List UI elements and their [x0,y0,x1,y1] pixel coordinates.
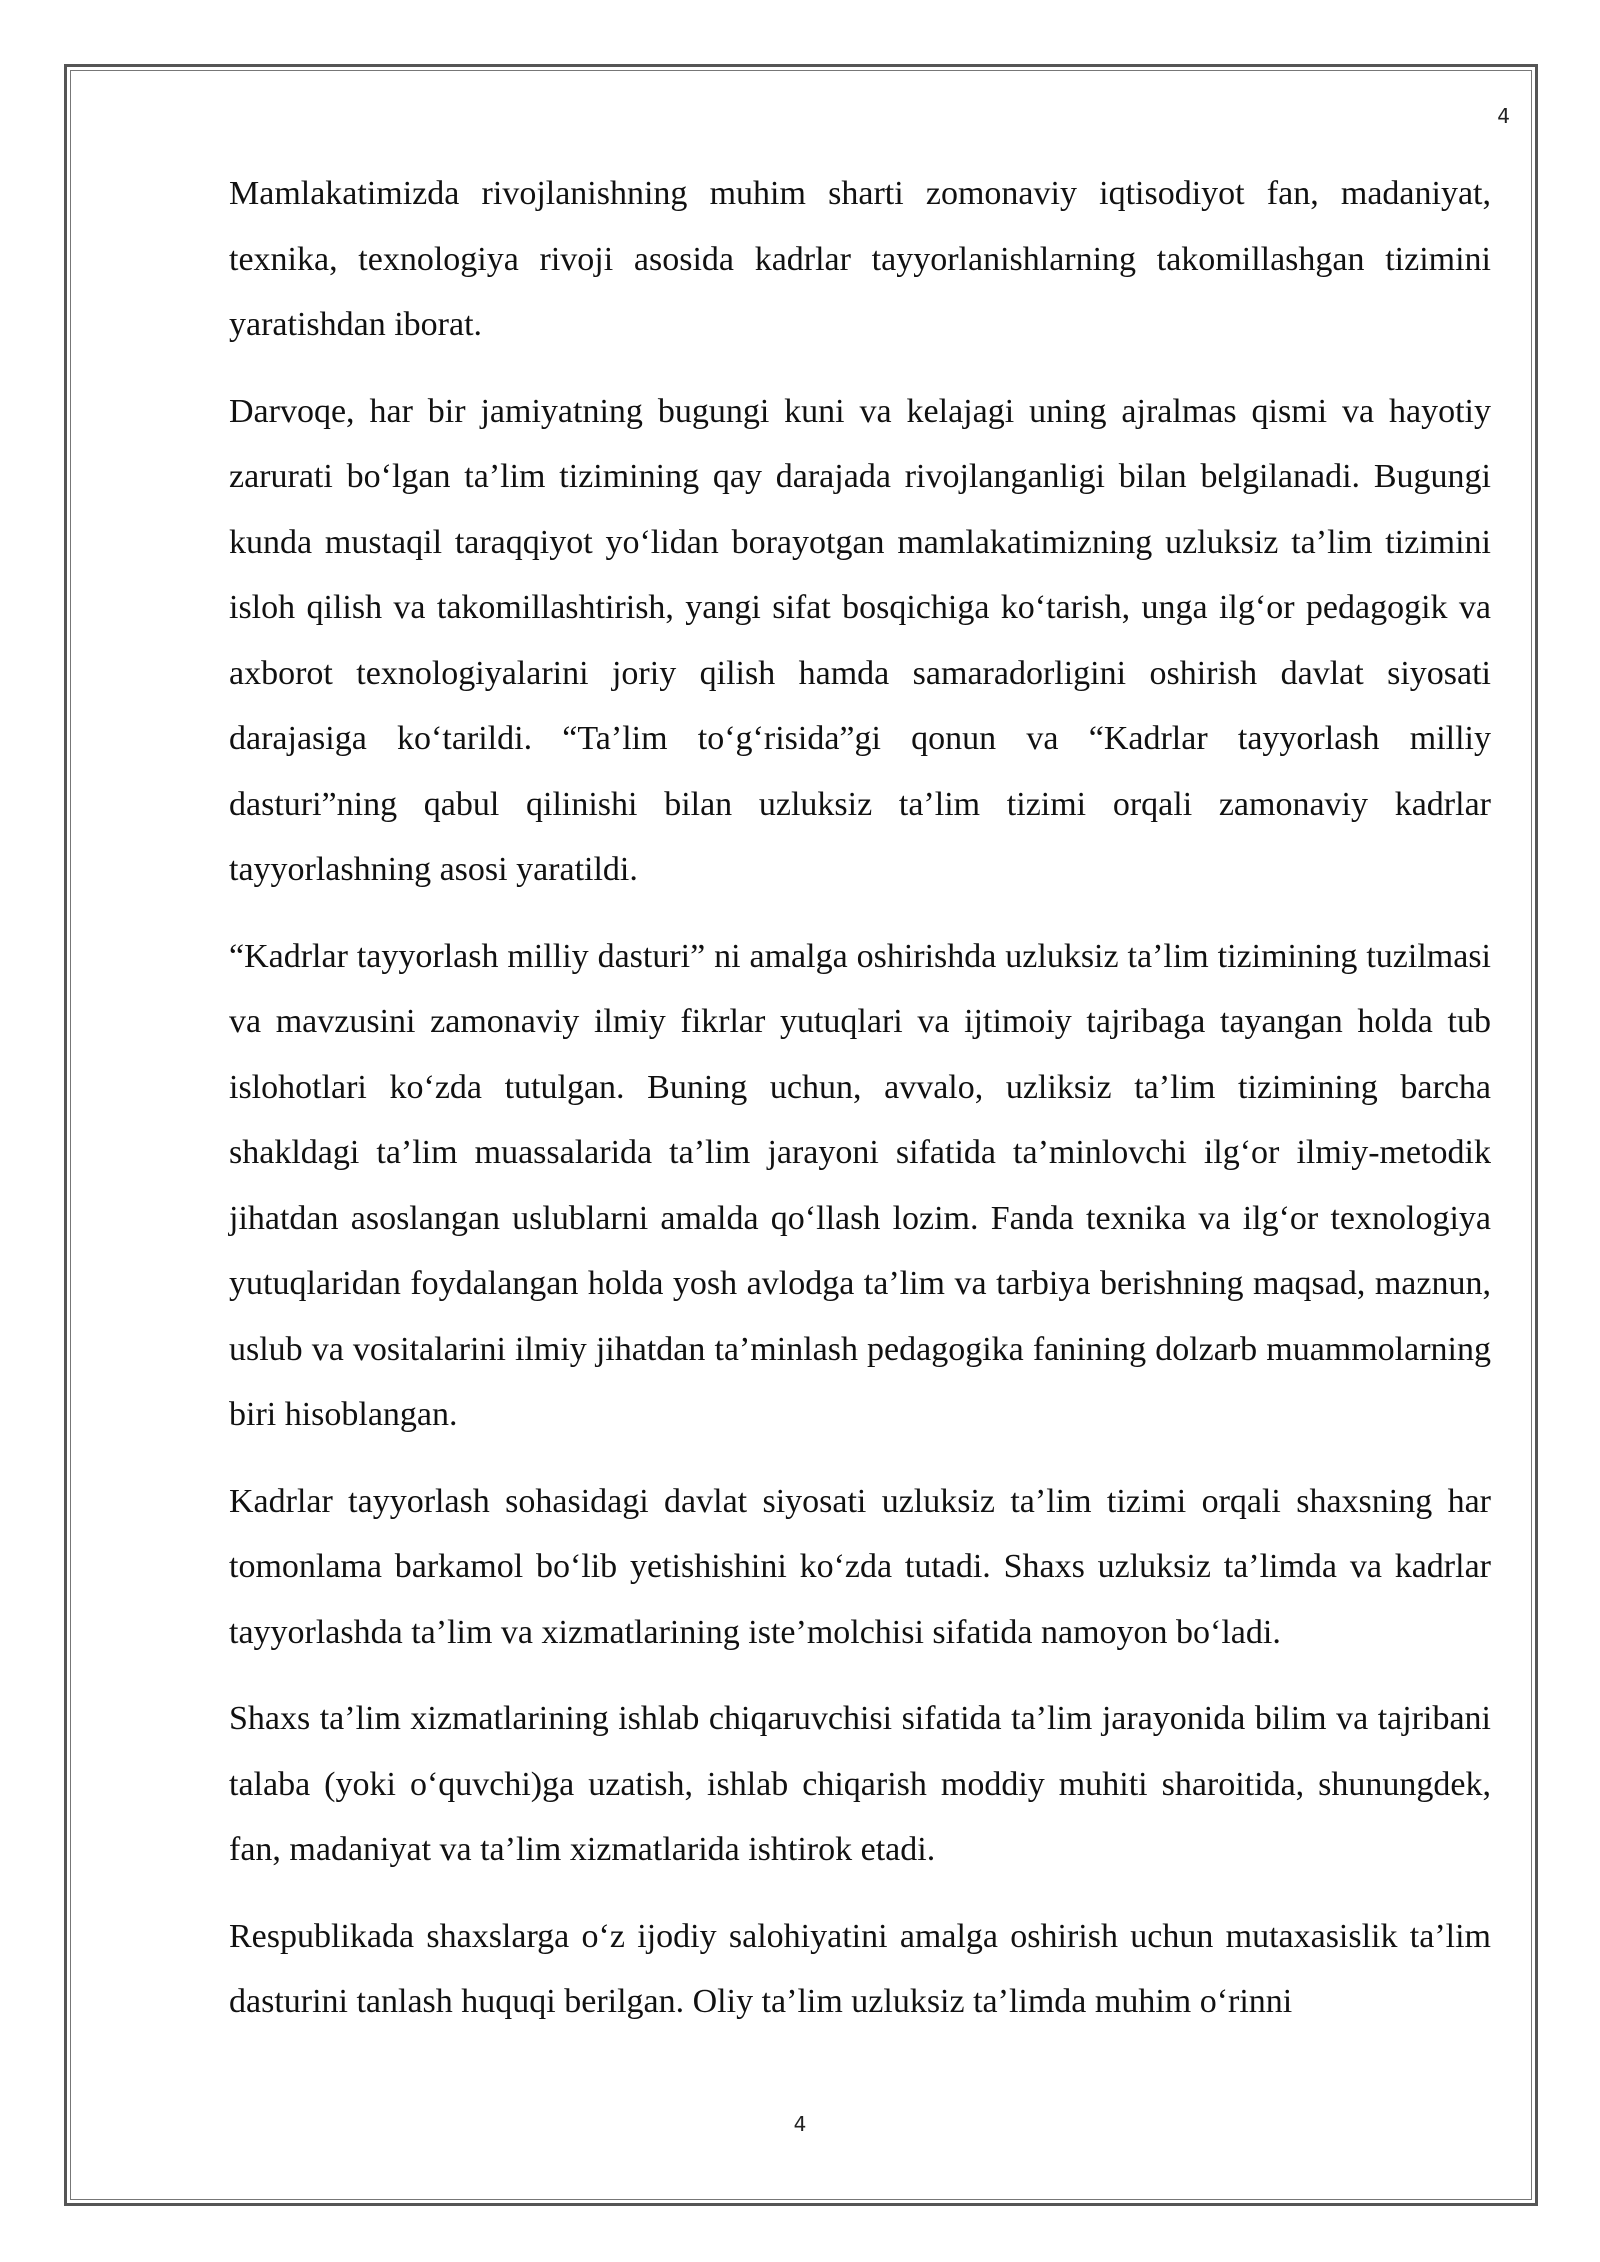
paragraph-3: “Kadrlar tayyorlash milliy dasturi” ni amalga oshirishda uzluksiz ta’lim tizimining tuzilmasi va mavzusini zamonaviy ilmiy fikrlar yutuqlari va ijtimoiy tajribaga tayangan holda tub islohotlari ko‘zda tutulgan. Buning uchun, avvalo, uzliksiz ta’lim tizimining barcha shakldagi ta’lim muassalarida ta’lim jarayoni sifatida ta’minlovchi ilg‘or ilmiy-metodik jihatdan asoslangan uslublarni amalda qo‘llash lozim. Fanda texnika va ilg‘or texnologiya yutuqlaridan foydalangan holda yosh avlodga ta’lim va tarbiya berishning maqsad, maznun, uslub va vositalarini ilmiy jihatdan ta’minlash pedagogika fanining dolzarb muammolarning biri hisoblangan. [229,937,1491,1433]
paragraph-4: Kadrlar tayyorlash sohasidagi davlat siyosati uzluksiz ta’lim tizimi orqali shaxsning har tomonlama barkamol bo‘lib yetishishini ko‘zda tutadi. Shaxs uzluksiz ta’limda va kadrlar tayyorlashda ta’lim va xizmatlarining iste’molchisi sifatida namoyon bo‘ladi. [229,1482,1491,1651]
document-body [229,161,1491,2056]
paragraph-2: Darvoqe, har bir jamiyatning bugungi kuni va kelajagi uning ajralmas qismi va hayotiy zarurati bo‘lgan ta’lim tizimining qay darajada rivojlanganligi bilan belgilanadi. Bugungi kunda mustaqil taraqqiyot yo‘lidan borayotgan mamlakatimizning uzluksiz ta’lim tizimini isloh qilish va takomillashtirish, yangi sifat bosqichiga ko‘tarish, unga ilg‘or pedagogik va axborot texnologiyalarini joriy qilish hamda samaradorligini oshirish davlat siyosati darajasiga ko‘tarildi. “Ta’lim to‘g‘risida”gi qonun va “Kadrlar tayyorlash milliy dasturi”ning qabul qilinishi bilan uzluksiz ta’lim tizimi orqali zamonaviy kadrlar tayyorlashning asosi yaratildi. [229,392,1491,888]
paragraph-5: Shaxs ta’lim xizmatlarining ishlab chiqaruvchisi sifatida ta’lim jarayonida bilim va tajribani talaba (yoki o‘quvchi)ga uzatish, ishlab chiqarish moddiy muhiti sharoitida, shunungdek, fan, madaniyat va ta’lim xizmatlarida ishtirok etadi. [229,1700,1491,1868]
page-number-header: 4 [1497,104,1510,128]
paragraph-1: Mamlakatimizda rivojlanishning muhim sharti zomonaviy iqtisodiyot fan, madaniyat, texnika, texnologiya rivoji asosida kadrlar tayyorlanishlarning takomillashgan tizimini yaratishdan iborat. [229,175,1491,343]
page-number-footer: 4 [793,2112,807,2136]
paragraph-6: Respublikada shaxslarga o‘z ijodiy salohiyatini amalga oshirish uchun mutaxasislik ta’lim dasturini tanlash huquqi berilgan. Oliy ta’lim uzluksiz ta’limda muhim o‘rinni [229,1917,1491,2020]
